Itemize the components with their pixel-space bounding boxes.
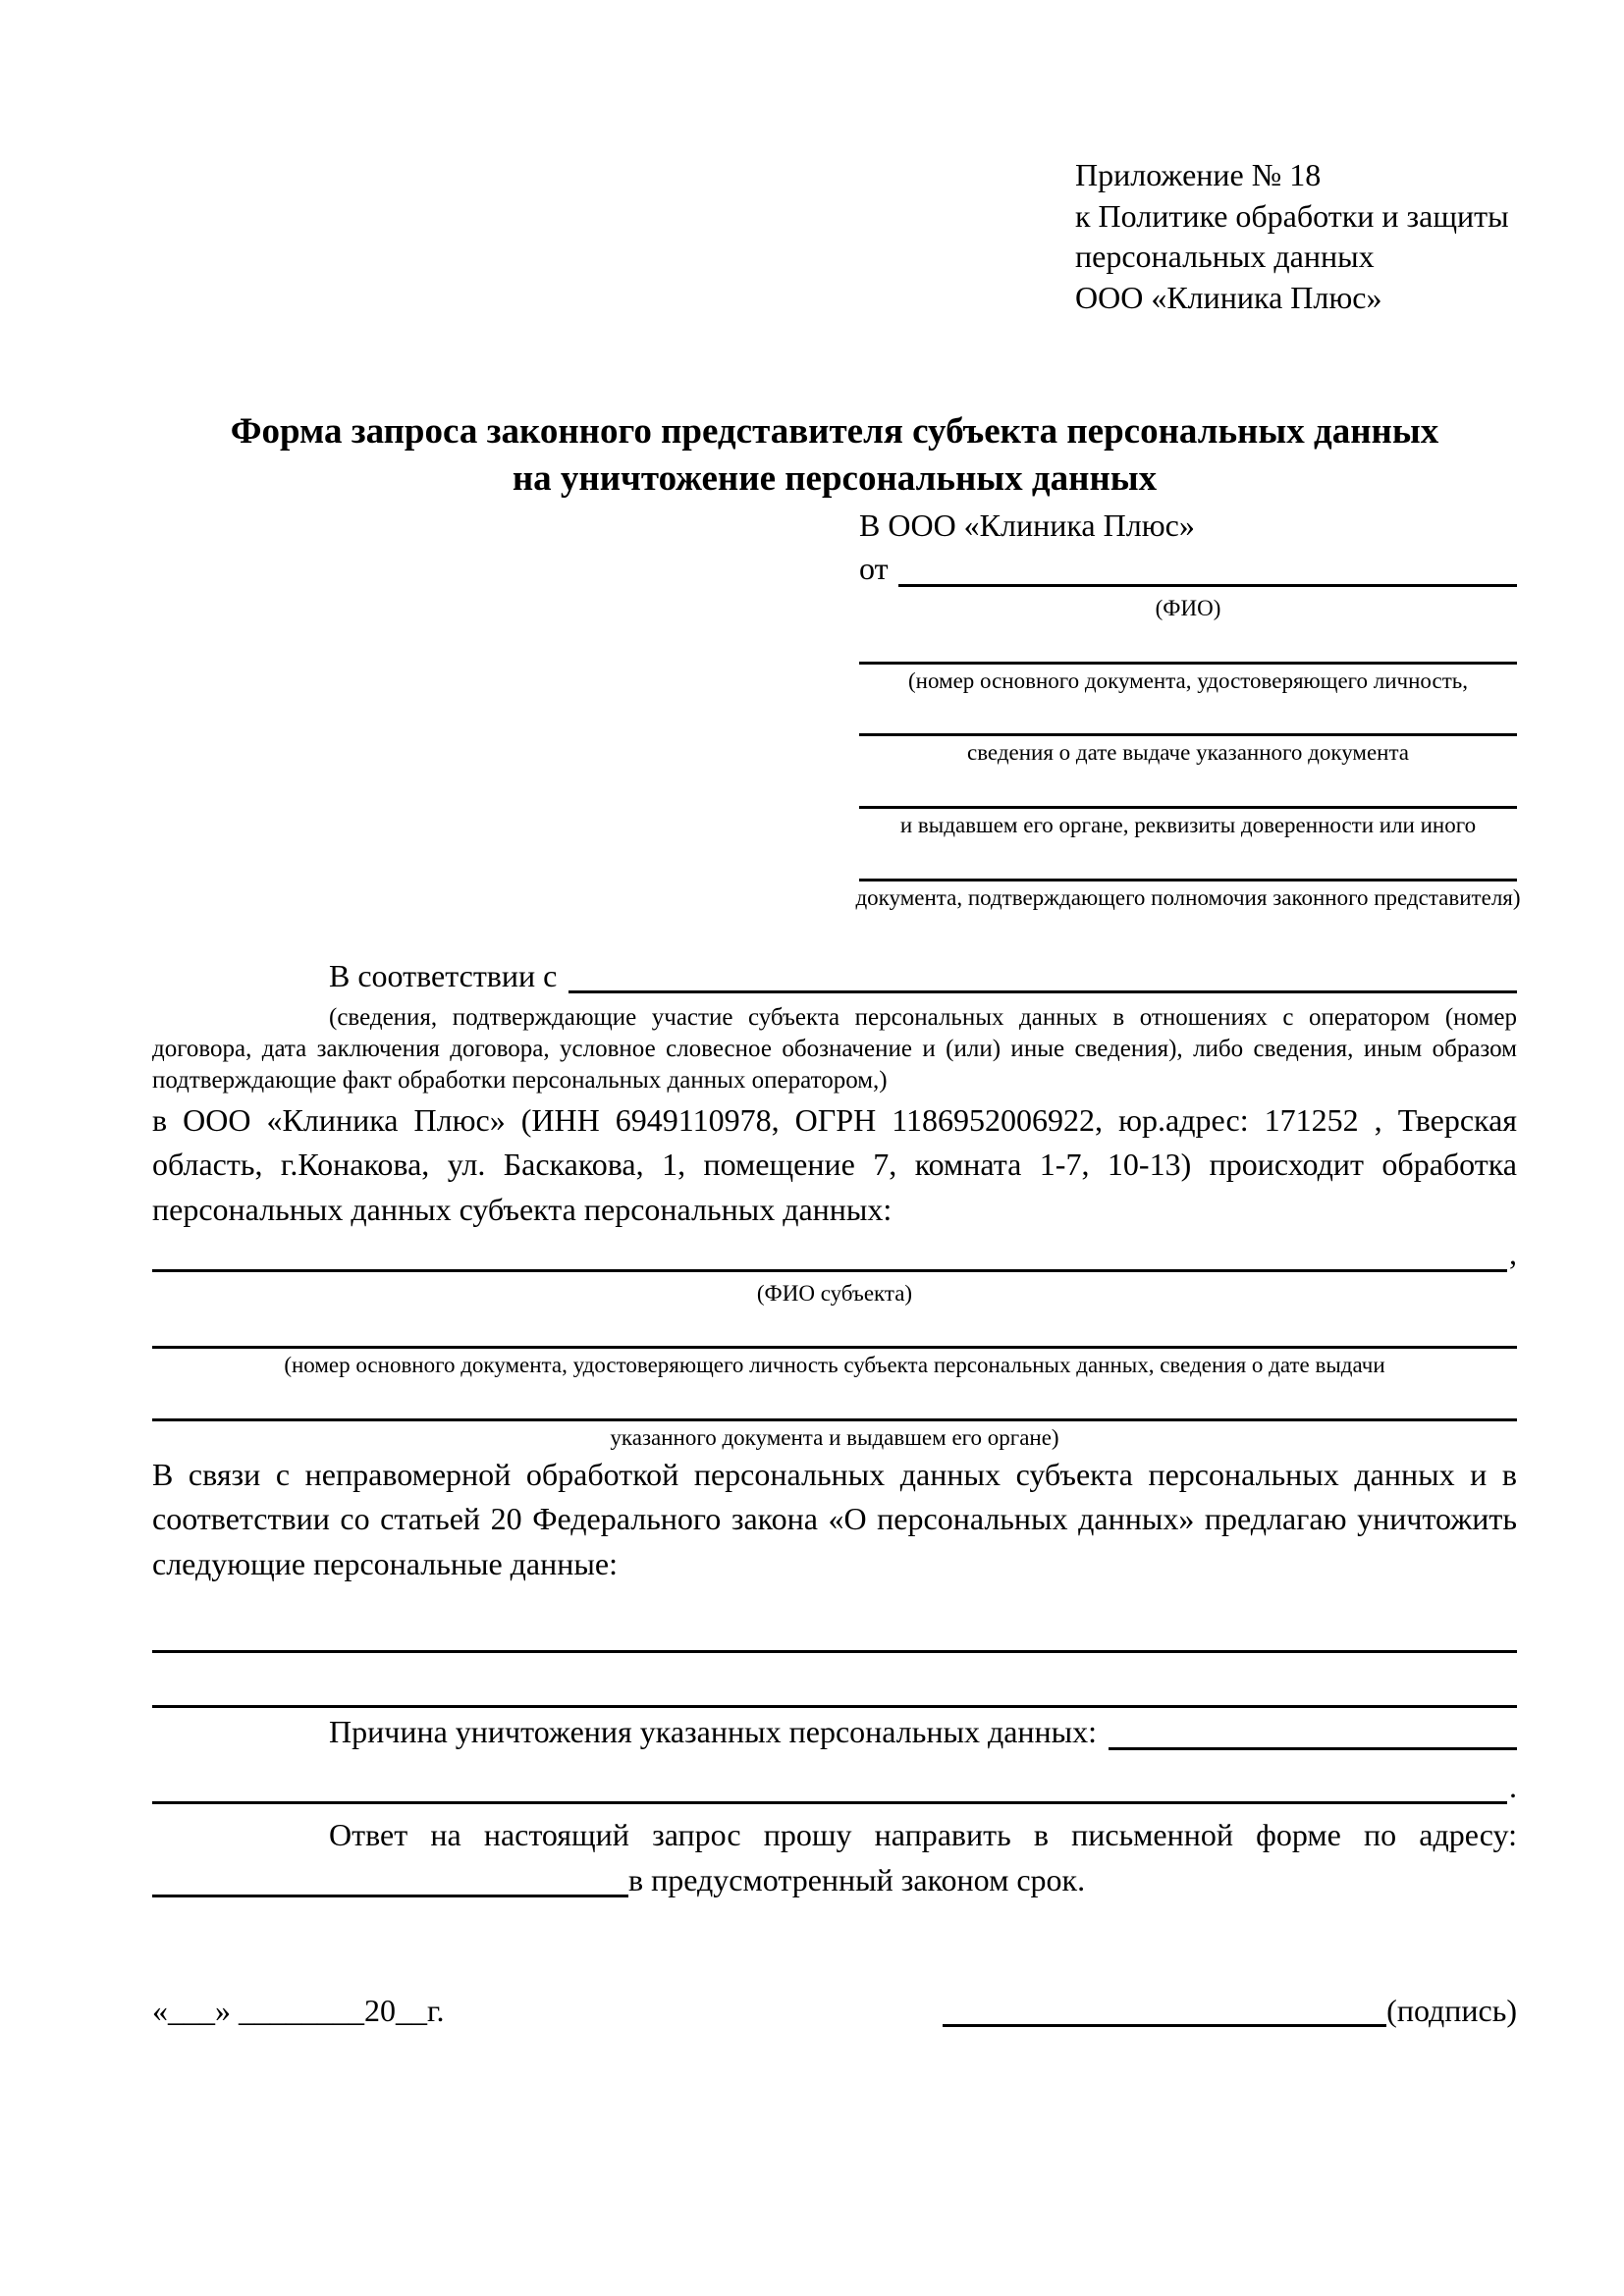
recipient-block xyxy=(855,504,1521,913)
reason-label: Причина уничтожения указанных персональных данных: xyxy=(329,1714,1098,1750)
reply-address-fill-line xyxy=(152,1895,628,1897)
form-title-line-1: Форма запроса законного представителя субъекта персональных данных xyxy=(230,411,1439,453)
reply-tail-text: в предусмотренный законом срок. xyxy=(628,1861,1086,1897)
signature-group xyxy=(943,1989,1517,2033)
doc-authority-caption: документа, подтверждающего полномочия законного представителя) xyxy=(855,884,1521,910)
subject-doc-fill-line xyxy=(152,1308,1517,1349)
accordance-fill-line xyxy=(568,990,1517,993)
unlawful-paragraph: В связи с неправомерной обработкой персональных данных субъекта персональных данных и в соответствии со статьей 20 Федерального закона «О персональных данных» предлагаю уничтожить следующие персональные данные: xyxy=(152,1456,1517,1581)
subject-doc-issuer-fill-line xyxy=(152,1380,1517,1421)
appendix-line-2: к Политике обработки и защиты xyxy=(1075,197,1509,234)
accordance-note: (сведения, подтверждающие участие субъекта персональных данных в отношениях с оператором (номер договора, дата заключения договора, условное словесное обозначение и (или) иные сведения), либо сведения, иным образом подтверждающие факт обработки персональных данных оператором,) xyxy=(152,1003,1517,1094)
subject-fio-caption: (ФИО субъекта) xyxy=(756,1280,913,1306)
recipient-org: В ООО «Клиника Плюс» xyxy=(859,507,1195,543)
appendix-line-4: ООО «Клиника Плюс» xyxy=(1075,279,1382,315)
form-title xyxy=(152,408,1517,503)
doc-issue-date-caption: сведения о дате выдаче указанного документа xyxy=(966,740,1410,766)
reason-fill-row-2 xyxy=(152,1765,1517,1809)
data-to-destroy-fill-line-2 xyxy=(152,1667,1517,1708)
fio-caption: (ФИО) xyxy=(1155,595,1221,620)
doc-issuer-caption: и выдавшем его органе, реквизиты доверенности или иного xyxy=(899,813,1477,838)
document-body xyxy=(152,954,1517,1903)
reason-fill-line xyxy=(1109,1747,1517,1750)
doc-issuer-fill-line xyxy=(859,768,1517,809)
subject-doc-caption: (номер основного документа, удостоверяющего личность субъекта персональных данных, сведения о дате выдачи xyxy=(284,1353,1385,1378)
operator-paragraph: в ООО «Клиника Плюс» (ИНН 6949110978, ОГРН 1186952006922, юр.адрес: 171252 , Тверская область, г.Конакова, ул. Баскакова, 1, помещение 7, комната 1-7, 10-13) происходит обработка персональных данных субъекта персональных данных: xyxy=(152,1101,1517,1227)
doc-number-caption: (номер основного документа, удостоверяющего личность, xyxy=(907,667,1468,693)
date-line: «___» ________20__г. xyxy=(152,1993,445,2029)
from-field-row xyxy=(859,547,1517,591)
doc-issue-date-fill-line xyxy=(859,695,1517,736)
subject-doc-issuer-caption: указанного документа и выдавшем его органе) xyxy=(610,1425,1059,1451)
accordance-label: В соответствии с xyxy=(329,957,558,993)
subject-fio-comma: , xyxy=(1509,1236,1517,1272)
signature-footer xyxy=(152,1989,1517,2033)
reply-paragraph: Ответ на настоящий запрос прошу направить в письменной форме по адресу: xyxy=(329,1817,1517,1853)
reason-fill-line-2 xyxy=(152,1801,1507,1804)
data-to-destroy-fill-line-1 xyxy=(152,1610,1517,1653)
reason-period: . xyxy=(1509,1768,1517,1804)
subject-fio-fill-line xyxy=(152,1269,1507,1272)
appendix-line-3: персональных данных xyxy=(1075,239,1375,275)
doc-number-fill-line xyxy=(859,623,1517,665)
signature-fill-line xyxy=(943,2024,1386,2027)
reply-address-row xyxy=(152,1858,1517,1902)
reason-field-row xyxy=(152,1710,1517,1754)
accordance-field-row xyxy=(152,954,1517,998)
appendix-block xyxy=(1075,155,1517,318)
form-title-line-2: на уничтожение персональных данных xyxy=(512,458,1158,500)
from-fill-line xyxy=(898,584,1517,587)
signature-caption: (подпись) xyxy=(1386,1993,1517,2029)
subject-fio-fill-row xyxy=(152,1232,1517,1276)
doc-authority-fill-line xyxy=(859,840,1517,881)
appendix-line-1: Приложение № 18 xyxy=(1075,157,1322,192)
from-label: от xyxy=(859,551,889,587)
